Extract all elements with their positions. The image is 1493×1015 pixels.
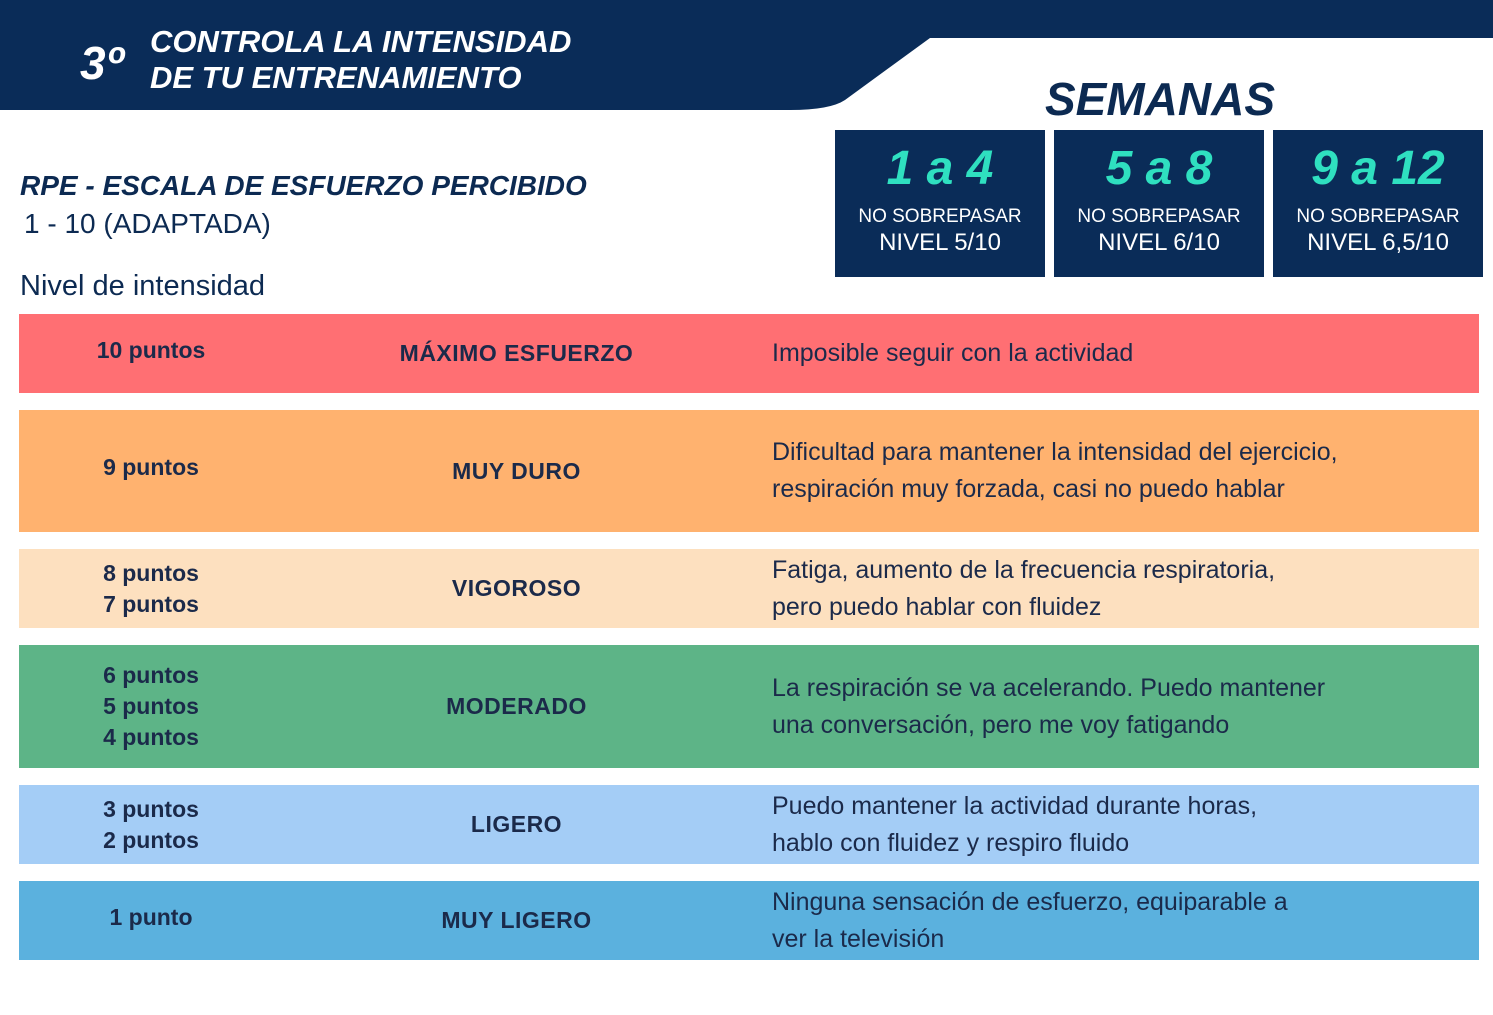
desc-line: Puedo mantener la actividad durante horas, xyxy=(772,791,1258,820)
points-label: 3 puntos xyxy=(103,795,199,822)
row-points xyxy=(19,881,283,960)
desc-line: Dificultad para mantener la intensidad del ejercicio, xyxy=(772,438,1338,466)
row-description xyxy=(772,410,1452,532)
rpe-subtitle: 1 - 10 (ADAPTADA) xyxy=(24,208,271,239)
desc-line: una conversación, pero me voy fatigando xyxy=(772,710,1230,739)
row-category: MUY DURO xyxy=(452,457,581,484)
row-description xyxy=(772,785,1452,864)
points-label: 2 puntos xyxy=(103,826,199,853)
points-label: 7 puntos xyxy=(103,590,199,617)
rpe-row-maximo xyxy=(19,314,1479,393)
rpe-row-ligero xyxy=(19,785,1479,864)
week-range: 1 a 4 xyxy=(886,142,994,195)
row-description xyxy=(772,314,1452,393)
week-level: NIVEL 6,5/10 xyxy=(1307,229,1449,256)
desc-line: Ninguna sensación de esfuerzo, equiparable a xyxy=(772,887,1288,916)
row-points xyxy=(19,645,283,768)
desc-line: hablo con fluidez y respiro fluido xyxy=(772,828,1130,857)
rpe-row-muy-ligero xyxy=(19,881,1479,960)
row-category: MÁXIMO ESFUERZO xyxy=(399,340,634,366)
rpe-row-vigoroso xyxy=(19,549,1479,628)
title-line-2: DE TU ENTRENAMIENTO xyxy=(150,60,522,95)
desc-line: respiración muy forzada, casi no puedo hablar xyxy=(772,475,1285,503)
points-label: 5 puntos xyxy=(103,693,199,719)
desc-line: ver la televisión xyxy=(772,924,945,953)
points-label: 10 puntos xyxy=(96,337,206,363)
intensity-level-label: Nivel de intensidad xyxy=(20,270,266,302)
row-points xyxy=(19,785,283,864)
row-category: MODERADO xyxy=(446,693,587,719)
week-note: NO SOBREPASAR xyxy=(1296,206,1460,227)
week-note: NO SOBREPASAR xyxy=(1077,206,1241,227)
row-category: MUY LIGERO xyxy=(441,907,592,933)
page-title xyxy=(150,24,571,96)
week-note: NO SOBREPASAR xyxy=(858,206,1022,227)
row-points xyxy=(19,549,283,628)
points-label: 4 puntos xyxy=(103,724,199,750)
row-description xyxy=(772,645,1452,768)
desc-line: Fatiga, aumento de la frecuencia respiratoria, xyxy=(772,555,1276,584)
week-level: NIVEL 5/10 xyxy=(879,229,1001,256)
row-points xyxy=(19,314,283,393)
desc-line: La respiración se va acelerando. Puedo mantener xyxy=(772,673,1326,702)
points-label: 6 puntos xyxy=(103,662,199,688)
week-range: 5 a 8 xyxy=(1105,142,1213,195)
points-label: 1 punto xyxy=(109,904,193,930)
week-card-3 xyxy=(1273,130,1483,277)
row-category: VIGOROSO xyxy=(451,575,582,601)
weeks-heading: SEMANAS xyxy=(1045,73,1276,125)
rpe-title: RPE - ESCALA DE ESFUERZO PERCIBIDO xyxy=(20,170,587,201)
row-description xyxy=(772,549,1452,628)
points-label: 9 puntos xyxy=(103,453,199,480)
week-card-2 xyxy=(1054,130,1264,277)
week-range: 9 a 12 xyxy=(1311,142,1445,195)
row-points xyxy=(19,410,283,532)
desc-line: pero puedo hablar con fluidez xyxy=(772,592,1102,621)
title-line-1: CONTROLA LA INTENSIDAD xyxy=(150,24,572,59)
rpe-row-moderado xyxy=(19,645,1479,768)
week-level: NIVEL 6/10 xyxy=(1098,229,1220,256)
step-number: 3º xyxy=(80,37,125,89)
week-card-1 xyxy=(835,130,1045,277)
desc-line: Imposible seguir con la actividad xyxy=(772,339,1134,367)
row-category: LIGERO xyxy=(470,811,563,837)
rpe-row-muy-duro xyxy=(19,410,1479,532)
points-label: 8 puntos xyxy=(103,559,199,586)
row-description xyxy=(772,881,1452,960)
